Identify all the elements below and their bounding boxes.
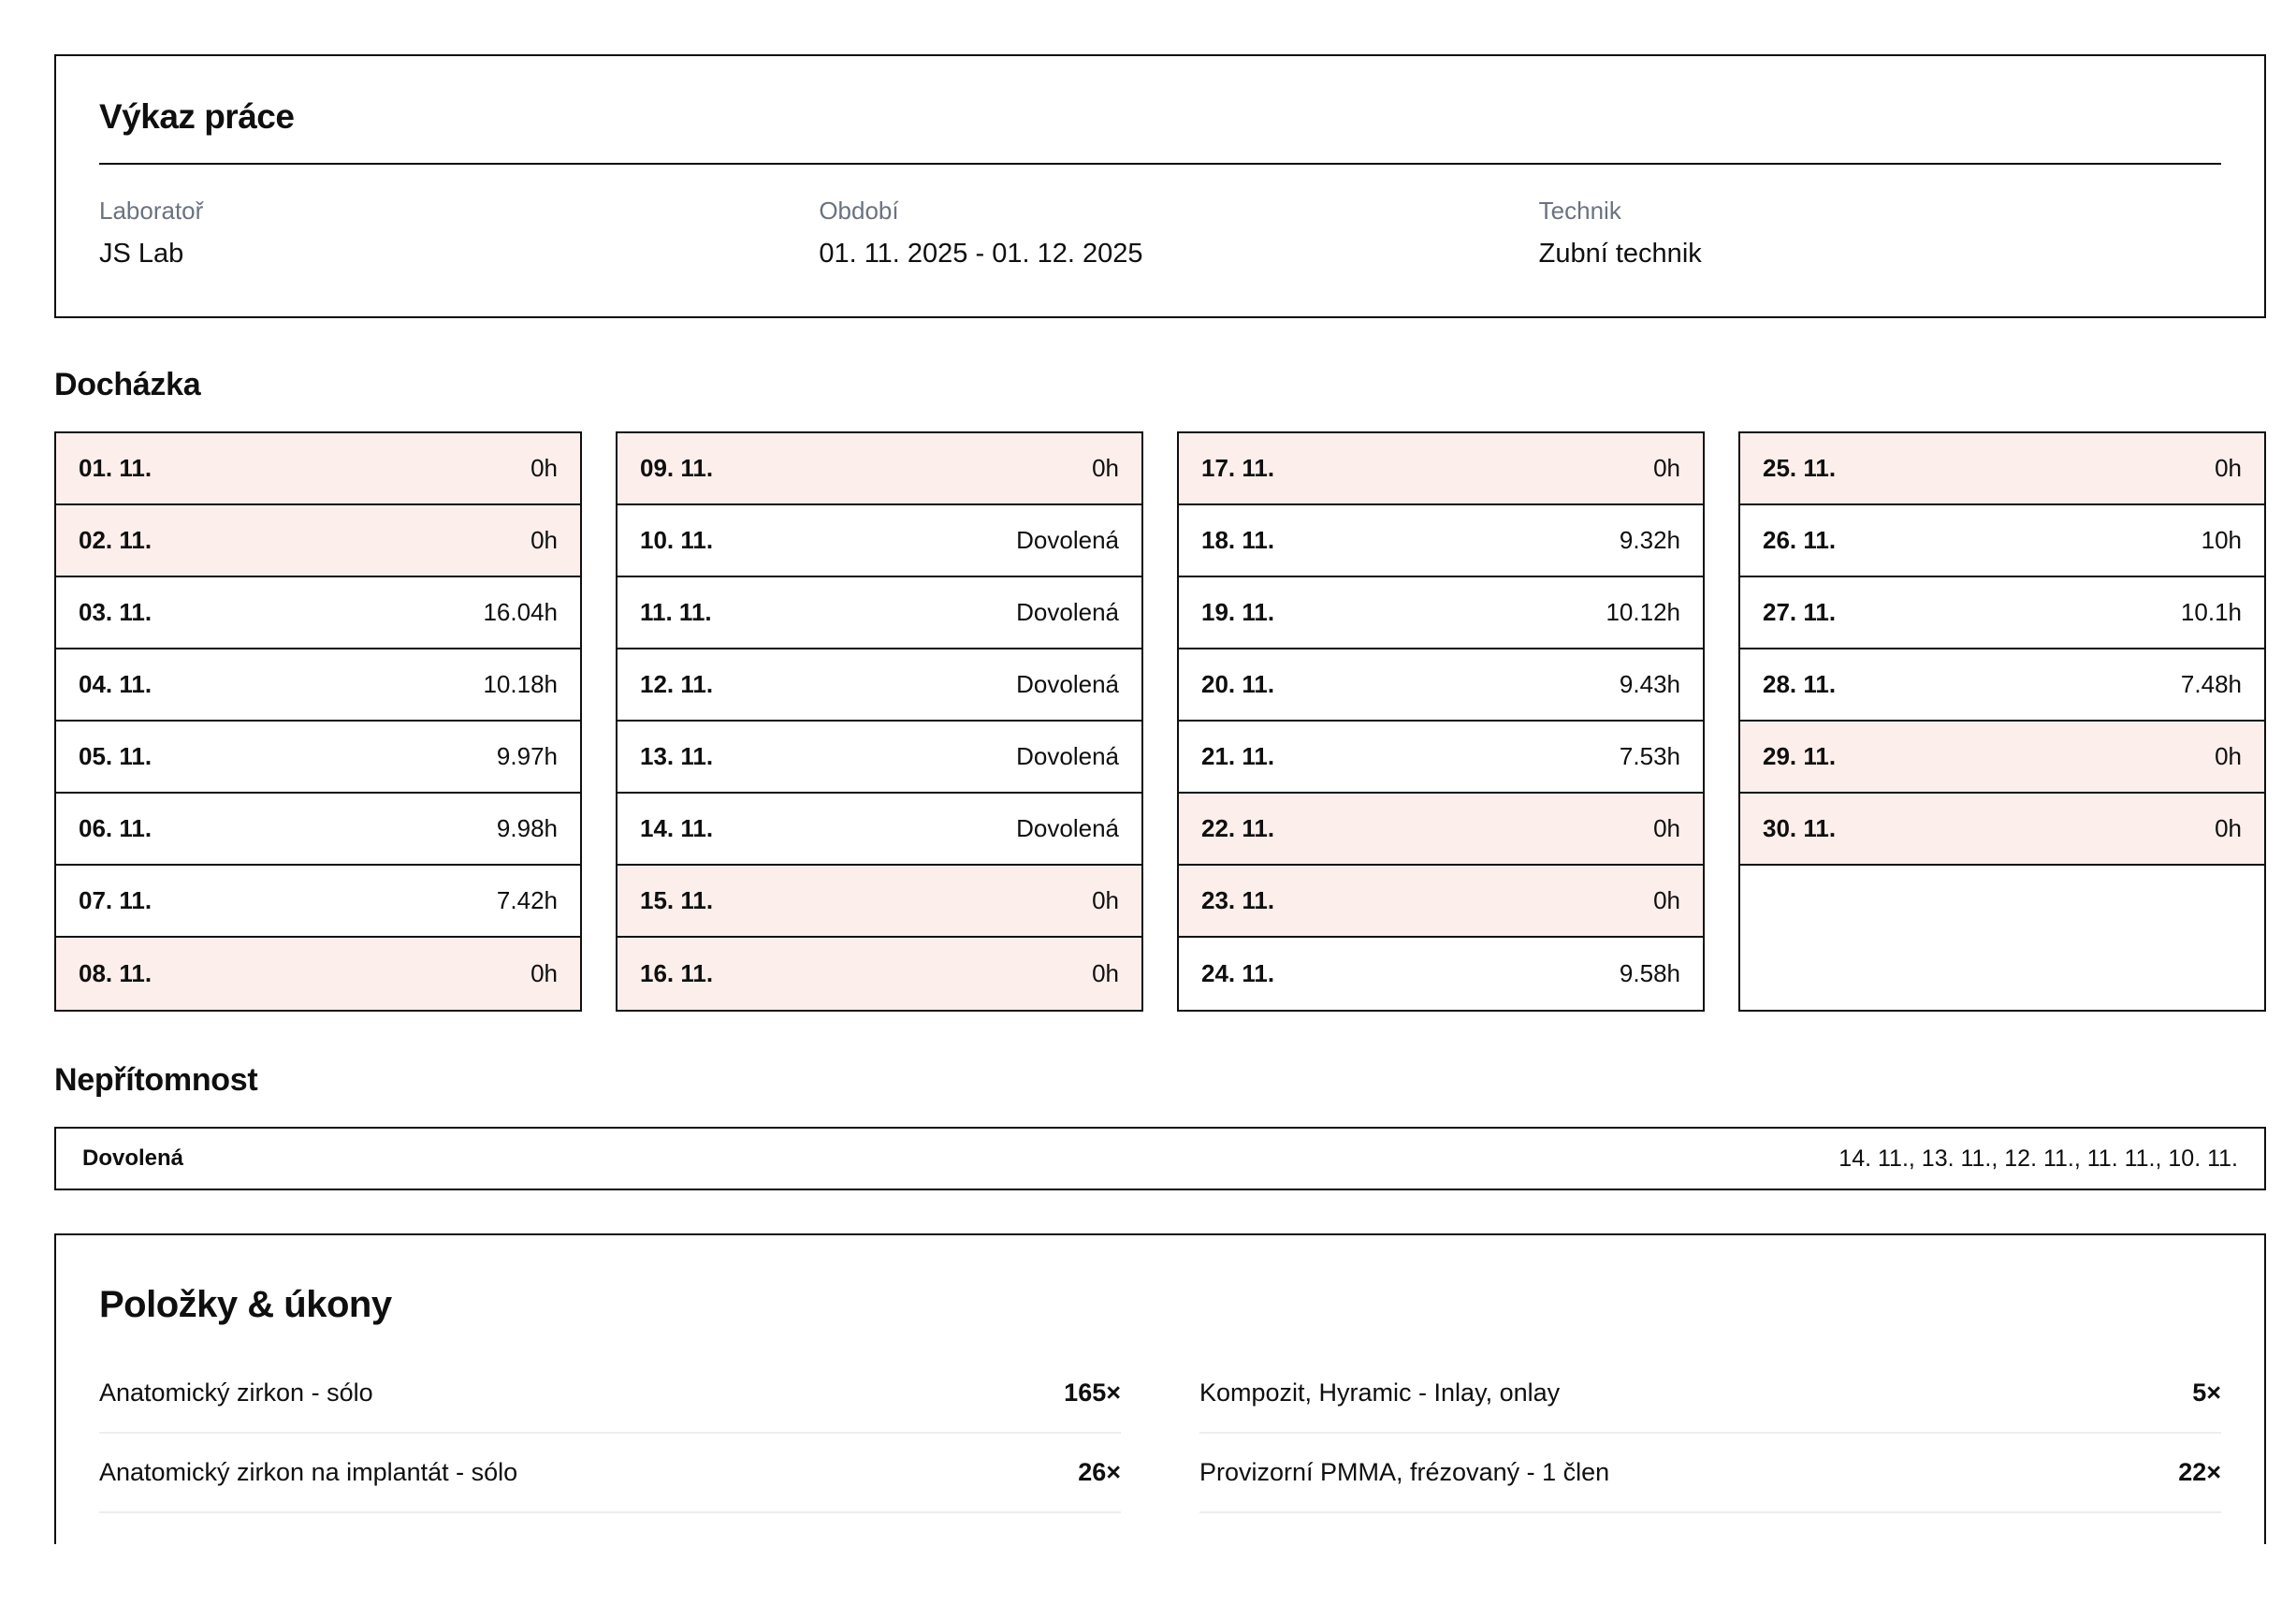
meta-label: Laboratoř	[99, 197, 204, 225]
item-row	[99, 1354, 1121, 1434]
attendance-row	[1179, 577, 1703, 649]
item-row	[1199, 1434, 2221, 1513]
attendance-hours: Dovolená	[1016, 814, 1119, 842]
attendance-hours: 9.58h	[1619, 959, 1680, 987]
attendance-date: 22. 11.	[1201, 814, 1275, 842]
absence-list	[54, 1127, 2266, 1190]
attendance-date: 23. 11.	[1201, 886, 1275, 914]
attendance-row	[618, 577, 1141, 649]
report-header-card	[54, 54, 2266, 318]
meta-label: Období	[819, 197, 899, 225]
attendance-hours: 0h	[1092, 886, 1119, 914]
report-title: Výkaz práce	[99, 97, 295, 136]
attendance-hours: 0h	[1653, 454, 1680, 482]
attendance-date: 01. 11.	[79, 454, 153, 482]
attendance-column	[1738, 431, 2266, 1012]
attendance-hours: 0h	[530, 454, 558, 482]
attendance-date: 03. 11.	[79, 598, 153, 626]
attendance-date: 26. 11.	[1763, 526, 1837, 554]
item-count: 22×	[2178, 1458, 2221, 1486]
attendance-row	[1179, 938, 1703, 1010]
attendance-row	[56, 433, 580, 505]
attendance-row	[1179, 649, 1703, 722]
absence-row	[54, 1127, 2266, 1190]
attendance-row	[1179, 722, 1703, 794]
attendance-row	[1740, 433, 2264, 505]
attendance-table	[54, 431, 2266, 1012]
attendance-date: 02. 11.	[79, 526, 153, 554]
attendance-hours: 9.97h	[496, 742, 558, 770]
items-grid	[99, 1354, 2221, 1513]
report-meta-field	[819, 197, 1501, 270]
attendance-row	[1179, 433, 1703, 505]
meta-value: Zubní technik	[1538, 239, 1702, 269]
attendance-column	[616, 431, 1143, 1012]
attendance-date: 14. 11.	[640, 814, 714, 842]
attendance-row	[56, 794, 580, 866]
item-row	[1199, 1354, 2221, 1434]
attendance-date: 15. 11.	[640, 886, 714, 914]
attendance-hours: 9.32h	[1619, 526, 1680, 554]
meta-value: 01. 11. 2025 - 01. 12. 2025	[819, 239, 1143, 269]
report-meta	[99, 197, 2221, 270]
attendance-hours: 0h	[1092, 454, 1119, 482]
attendance-date: 13. 11.	[640, 742, 714, 770]
absence-type: Dovolená	[82, 1145, 184, 1171]
attendance-date: 09. 11.	[640, 454, 714, 482]
items-heading: Položky & úkony	[99, 1284, 392, 1325]
attendance-date: 20. 11.	[1201, 670, 1275, 698]
attendance-column	[1177, 431, 1705, 1012]
item-name: Kompozit, Hyramic - Inlay, onlay	[1199, 1378, 1561, 1407]
item-row	[99, 1434, 1121, 1513]
attendance-hours: 0h	[1653, 886, 1680, 914]
attendance-date: 30. 11.	[1763, 814, 1837, 842]
attendance-empty-filler	[1740, 866, 2264, 1010]
attendance-date: 06. 11.	[79, 814, 153, 842]
attendance-hours: 0h	[2215, 814, 2242, 842]
absence-dates: 14. 11., 13. 11., 12. 11., 11. 11., 10. 11.	[1838, 1145, 2238, 1172]
attendance-row	[618, 433, 1141, 505]
attendance-date: 04. 11.	[79, 670, 153, 698]
attendance-date: 12. 11.	[640, 670, 714, 698]
attendance-date: 24. 11.	[1201, 959, 1275, 987]
report-meta-field	[1539, 197, 2221, 270]
attendance-date: 28. 11.	[1763, 670, 1837, 698]
attendance-hours: Dovolená	[1016, 670, 1119, 698]
attendance-date: 08. 11.	[79, 959, 153, 987]
attendance-hours: Dovolená	[1016, 598, 1119, 626]
items-column	[1199, 1354, 2221, 1513]
item-name: Anatomický zirkon na implantát - sólo	[99, 1458, 518, 1486]
attendance-hours: 10.18h	[483, 670, 558, 698]
attendance-hours: 7.53h	[1619, 742, 1680, 770]
item-count: 165×	[1064, 1378, 1121, 1407]
attendance-date: 25. 11.	[1763, 454, 1837, 482]
attendance-hours: 16.04h	[483, 598, 558, 626]
attendance-row	[56, 649, 580, 722]
attendance-row	[618, 866, 1141, 938]
attendance-row	[56, 938, 580, 1010]
attendance-hours: 9.98h	[496, 814, 558, 842]
attendance-date: 05. 11.	[79, 742, 153, 770]
item-count: 5×	[2192, 1378, 2221, 1407]
attendance-hours: 0h	[2215, 454, 2242, 482]
attendance-row	[56, 866, 580, 938]
attendance-date: 27. 11.	[1763, 598, 1837, 626]
attendance-hours: 10h	[2201, 526, 2242, 554]
attendance-row	[1179, 866, 1703, 938]
attendance-row	[618, 505, 1141, 577]
attendance-row	[1740, 505, 2264, 577]
attendance-date: 10. 11.	[640, 526, 714, 554]
attendance-date: 07. 11.	[79, 886, 153, 914]
attendance-date: 18. 11.	[1201, 526, 1275, 554]
attendance-date: 17. 11.	[1201, 454, 1275, 482]
attendance-hours: 0h	[1653, 814, 1680, 842]
attendance-row	[618, 649, 1141, 722]
meta-label: Technik	[1538, 197, 1621, 225]
attendance-hours: 0h	[530, 526, 558, 554]
attendance-row	[1740, 649, 2264, 722]
attendance-row	[1740, 577, 2264, 649]
attendance-column	[54, 431, 582, 1012]
attendance-hours: Dovolená	[1016, 742, 1119, 770]
absence-heading: Nepřítomnost	[54, 1062, 258, 1098]
attendance-row	[56, 505, 580, 577]
attendance-row	[618, 794, 1141, 866]
attendance-date: 19. 11.	[1201, 598, 1275, 626]
items-card	[54, 1233, 2266, 1544]
attendance-row	[56, 722, 580, 794]
items-column	[99, 1354, 1121, 1513]
header-divider	[99, 163, 2221, 165]
report-meta-field	[99, 197, 781, 270]
attendance-date: 21. 11.	[1201, 742, 1275, 770]
attendance-row	[1740, 722, 2264, 794]
item-count: 26×	[1078, 1458, 1121, 1486]
attendance-hours: 7.48h	[2180, 670, 2242, 698]
attendance-row	[1179, 794, 1703, 866]
attendance-row	[1179, 505, 1703, 577]
attendance-heading: Docházka	[54, 367, 201, 402]
meta-value: JS Lab	[99, 239, 184, 269]
attendance-date: 16. 11.	[640, 959, 714, 987]
attendance-row	[618, 938, 1141, 1010]
item-name: Anatomický zirkon - sólo	[99, 1378, 373, 1407]
attendance-hours: 7.42h	[496, 886, 558, 914]
attendance-hours: 10.12h	[1606, 598, 1680, 626]
attendance-date: 29. 11.	[1763, 742, 1837, 770]
attendance-date: 11. 11.	[640, 598, 712, 626]
attendance-row	[618, 722, 1141, 794]
attendance-hours: 0h	[1092, 959, 1119, 987]
attendance-hours: 9.43h	[1619, 670, 1680, 698]
attendance-hours: 10.1h	[2180, 598, 2242, 626]
attendance-row	[56, 577, 580, 649]
attendance-row	[1740, 794, 2264, 866]
attendance-hours: 0h	[530, 959, 558, 987]
item-name: Provizorní PMMA, frézovaný - 1 člen	[1199, 1458, 1610, 1486]
attendance-hours: Dovolená	[1016, 526, 1119, 554]
attendance-hours: 0h	[2215, 742, 2242, 770]
